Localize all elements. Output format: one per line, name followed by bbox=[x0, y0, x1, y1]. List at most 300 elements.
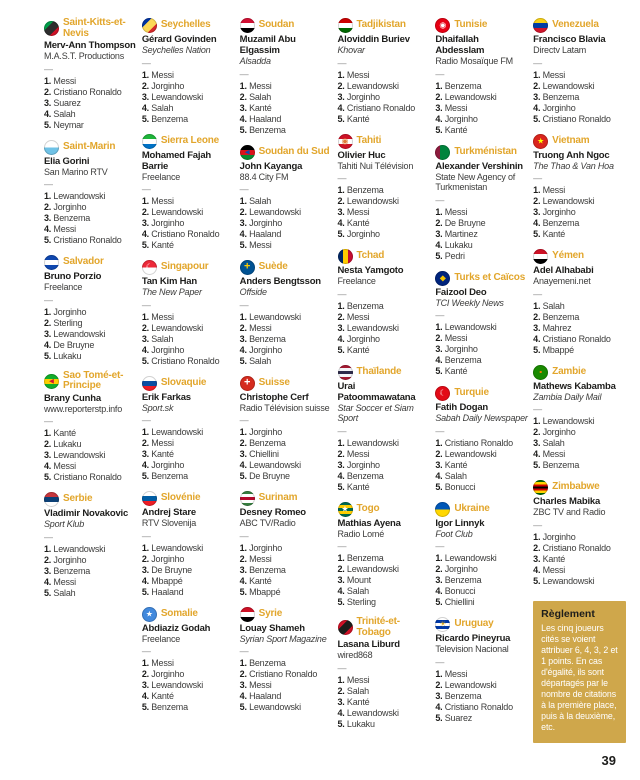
ranking-item bbox=[142, 196, 235, 207]
player-name: Jorginho bbox=[151, 80, 185, 91]
ranking-list bbox=[240, 427, 333, 482]
player-name: Benzema bbox=[444, 575, 482, 585]
rank-number: 2. bbox=[435, 679, 445, 690]
separator-dash: — bbox=[44, 179, 53, 189]
player-name: Benzema bbox=[346, 470, 384, 481]
rank-number: 1. bbox=[533, 300, 543, 311]
ranking-list bbox=[142, 543, 235, 598]
rank-number: 4. bbox=[239, 113, 250, 124]
rank-number: 3. bbox=[239, 218, 250, 228]
country-entry bbox=[435, 502, 528, 609]
country-entry bbox=[533, 249, 626, 356]
rank-number: 2. bbox=[337, 311, 347, 322]
player-name: Cristiano Ronaldo bbox=[249, 669, 318, 679]
rank-number: 2. bbox=[141, 322, 152, 333]
player-name: Benzema bbox=[151, 113, 188, 124]
ranking-item bbox=[142, 565, 235, 576]
ranking-item bbox=[44, 588, 137, 599]
flag-emblem-glyph: ☀ bbox=[439, 619, 447, 629]
rank-number: 2. bbox=[239, 207, 250, 217]
rank-number: 1. bbox=[337, 69, 347, 80]
ranking-list bbox=[142, 196, 235, 251]
ranking-item bbox=[533, 92, 626, 103]
country-header bbox=[435, 386, 528, 401]
separator-dash: — bbox=[44, 531, 53, 542]
country-entry bbox=[533, 480, 626, 587]
rank-number: 4. bbox=[435, 701, 445, 712]
ranking-item bbox=[533, 81, 626, 92]
country-entry bbox=[240, 491, 333, 598]
rank-number: 4. bbox=[141, 344, 152, 355]
ranking-item bbox=[240, 543, 333, 554]
country-name: Venezuela bbox=[552, 19, 599, 31]
separator-dash: — bbox=[44, 294, 53, 305]
ranking-item bbox=[338, 196, 431, 207]
ranking-item bbox=[435, 460, 528, 471]
voter-name: Lasana Liburd bbox=[337, 639, 400, 650]
ranking-item bbox=[338, 92, 431, 103]
ranking-item bbox=[240, 323, 333, 334]
ranking-item bbox=[435, 251, 528, 262]
rank-number: 1. bbox=[141, 69, 152, 80]
player-name: Salah bbox=[249, 355, 272, 366]
ranking-item bbox=[142, 218, 235, 229]
ranking-item bbox=[338, 345, 431, 356]
ranking-item bbox=[533, 185, 626, 196]
rank-number: 1. bbox=[533, 69, 543, 80]
country-entry bbox=[338, 365, 431, 493]
country-entry bbox=[44, 492, 137, 599]
player-name: Salah bbox=[53, 587, 76, 598]
rank-number: 5. bbox=[337, 344, 347, 355]
player-name: Messi bbox=[249, 240, 272, 250]
rank-number: 4. bbox=[44, 224, 54, 234]
ranking-item bbox=[338, 564, 431, 575]
ranking-list bbox=[435, 81, 528, 136]
flag-icon bbox=[338, 365, 353, 380]
ranking-item bbox=[533, 312, 626, 323]
rank-number: 4. bbox=[337, 586, 347, 596]
player-name: Jorginho bbox=[53, 306, 87, 317]
rank-number: 4. bbox=[239, 344, 250, 355]
player-name: Lukaku bbox=[53, 439, 82, 449]
player-name: Mbappé bbox=[249, 586, 281, 597]
rank-number: 3. bbox=[337, 696, 347, 707]
ranking-item bbox=[533, 345, 626, 356]
ranking-item bbox=[142, 81, 235, 92]
rank-number: 5. bbox=[239, 471, 250, 481]
rank-number: 1. bbox=[337, 674, 347, 685]
rank-number: 5. bbox=[435, 597, 445, 607]
voter-name: Muzamil Abu Elgassim bbox=[239, 34, 296, 56]
flag-icon bbox=[44, 492, 59, 507]
ranking-item bbox=[435, 344, 528, 355]
player-name: Benzema bbox=[542, 218, 580, 228]
ranking-item bbox=[338, 597, 431, 608]
voter-name: Bruno Porzio bbox=[44, 271, 102, 282]
ranking-item bbox=[142, 669, 235, 680]
ranking-item bbox=[240, 356, 333, 367]
flag-emblem-glyph: ☾ bbox=[145, 262, 153, 272]
country-entry bbox=[338, 134, 431, 241]
country-header bbox=[240, 260, 333, 275]
rank-number: 5. bbox=[337, 718, 347, 729]
ranking-list bbox=[44, 544, 137, 599]
rank-number: 5. bbox=[141, 113, 152, 124]
player-name: Kanté bbox=[444, 366, 468, 376]
player-name: Salah bbox=[249, 196, 272, 206]
ranking-item bbox=[44, 555, 137, 566]
rank-number: 5. bbox=[337, 481, 347, 492]
country-header bbox=[240, 491, 333, 506]
flag-icon bbox=[533, 134, 548, 149]
ranking-item bbox=[44, 87, 137, 98]
ranking-item bbox=[338, 81, 431, 92]
ranking-item bbox=[338, 586, 431, 597]
flag-icon bbox=[142, 607, 157, 622]
ranking-item bbox=[240, 460, 333, 471]
ranking-list bbox=[435, 553, 528, 608]
ranking-item bbox=[435, 218, 528, 229]
rank-number: 5. bbox=[141, 586, 152, 597]
ranking-list bbox=[142, 312, 235, 367]
media-outlet: Alsadda bbox=[239, 56, 271, 66]
country-name: Sao Tomé-et-Principe bbox=[63, 369, 124, 391]
rank-number: 4. bbox=[337, 707, 347, 718]
player-name: Lewandowski bbox=[151, 207, 204, 217]
flag-emblem-glyph: ★ bbox=[341, 504, 349, 513]
ranking-list bbox=[240, 658, 333, 713]
country-entry bbox=[142, 18, 235, 125]
ranking-item bbox=[44, 461, 137, 472]
player-name: Lewandowski bbox=[444, 679, 497, 690]
separator-dash: — bbox=[533, 57, 543, 68]
ranking-item bbox=[338, 575, 431, 586]
rank-number: 5. bbox=[337, 597, 347, 607]
voter-name: Abdiaziz Godah bbox=[141, 622, 211, 634]
player-name: Lewandowski bbox=[346, 707, 399, 718]
ranking-item bbox=[435, 355, 528, 366]
rank-number: 2. bbox=[337, 196, 347, 206]
flag-icon bbox=[240, 18, 255, 33]
voter-name: Andrej Stare bbox=[141, 507, 196, 518]
player-name: Messi bbox=[249, 553, 272, 564]
flag-icon bbox=[142, 134, 157, 149]
ranking-item bbox=[142, 356, 235, 367]
player-name: Cristiano Ronaldo bbox=[444, 701, 513, 712]
country-header bbox=[142, 134, 235, 149]
separator-dash: — bbox=[141, 184, 151, 194]
player-name: Jorginho bbox=[249, 427, 283, 437]
country-name: Turquie bbox=[454, 387, 489, 399]
ranking-item bbox=[338, 218, 431, 229]
ranking-item bbox=[142, 92, 235, 103]
rank-number: 3. bbox=[435, 228, 445, 239]
rank-number: 1. bbox=[141, 542, 152, 553]
player-name: Jorginho bbox=[542, 427, 576, 437]
country-entry bbox=[435, 271, 528, 378]
rank-number: 4. bbox=[337, 102, 347, 113]
ranking-list bbox=[240, 543, 333, 598]
separator-dash: — bbox=[337, 425, 347, 436]
media-outlet: Seychelles Nation bbox=[141, 45, 211, 55]
rank-number: 1. bbox=[337, 553, 347, 563]
rank-number: 1. bbox=[435, 80, 445, 91]
ranking-item bbox=[435, 564, 528, 575]
separator-dash: — bbox=[337, 57, 347, 68]
ranking-item bbox=[435, 713, 528, 724]
rank-number: 3. bbox=[337, 459, 347, 470]
separator-dash: — bbox=[239, 68, 249, 79]
rank-number: 1. bbox=[533, 531, 543, 542]
country-header bbox=[240, 607, 333, 622]
separator-dash: — bbox=[533, 404, 543, 414]
page-number: 39 bbox=[601, 753, 616, 768]
ranking-item bbox=[44, 472, 137, 483]
country-name: Soudan du Sud bbox=[258, 145, 330, 157]
rank-number: 2. bbox=[337, 685, 347, 696]
country-name: Tchad bbox=[356, 250, 385, 262]
media-outlet: Freelance bbox=[44, 282, 83, 292]
country-header bbox=[44, 18, 137, 39]
player-name: Mahrez bbox=[542, 322, 572, 333]
media-outlet: State New Agency of Turkmenistan bbox=[435, 171, 516, 192]
flag-icon bbox=[240, 376, 255, 391]
flag-icon bbox=[338, 134, 353, 149]
ranking-item bbox=[44, 450, 137, 461]
ranking-item bbox=[240, 92, 333, 103]
player-name: Mbappé bbox=[151, 575, 183, 586]
ranking-item bbox=[533, 460, 626, 471]
player-name: Lewandowski bbox=[542, 80, 595, 91]
player-name: Jorginho bbox=[346, 333, 380, 344]
voter-name: Nesta Yamgoto bbox=[337, 265, 404, 276]
rank-number: 4. bbox=[533, 449, 543, 459]
rank-number: 2. bbox=[239, 669, 250, 679]
column-1 bbox=[44, 18, 137, 743]
rank-number: 4. bbox=[239, 691, 250, 701]
column-3 bbox=[240, 18, 333, 743]
rank-number: 4. bbox=[435, 113, 445, 124]
flag-icon bbox=[435, 617, 450, 632]
ranking-item bbox=[240, 312, 333, 323]
player-name: Kanté bbox=[151, 449, 174, 459]
player-name: De Bruyne bbox=[249, 471, 290, 481]
flag-icon bbox=[142, 260, 157, 275]
flag-emblem-glyph: ☾ bbox=[439, 388, 447, 398]
rank-number: 5. bbox=[533, 344, 543, 355]
ranking-list bbox=[142, 427, 235, 482]
player-name: Jorginho bbox=[444, 113, 478, 124]
ranking-item bbox=[533, 103, 626, 114]
separator-dash: — bbox=[141, 646, 151, 656]
player-name: Sterling bbox=[53, 317, 83, 328]
ranking-item bbox=[435, 103, 528, 114]
player-name: Messi bbox=[346, 207, 370, 217]
voter-name: Brany Cunha bbox=[44, 392, 101, 404]
ranking-item bbox=[338, 697, 431, 708]
rank-number: 5. bbox=[44, 587, 54, 598]
rank-number: 3. bbox=[533, 91, 543, 102]
country-entry bbox=[44, 18, 137, 131]
player-name: Salah bbox=[346, 586, 369, 596]
ranking-item bbox=[533, 427, 626, 438]
rank-number: 3. bbox=[141, 333, 152, 344]
ranking-item bbox=[44, 213, 137, 224]
flag-icon bbox=[435, 271, 450, 286]
separator-dash: — bbox=[435, 425, 445, 436]
player-name: Messi bbox=[346, 674, 370, 685]
player-name: Messi bbox=[444, 668, 468, 679]
ranking-item bbox=[44, 120, 137, 131]
player-name: Kanté bbox=[346, 113, 370, 124]
ranking-item bbox=[338, 70, 431, 81]
rank-number: 4. bbox=[435, 586, 445, 596]
player-name: Jorginho bbox=[249, 542, 283, 553]
ranking-item bbox=[44, 428, 137, 439]
flag-icon bbox=[240, 145, 255, 160]
media-outlet: Radio Télévision suisse bbox=[239, 402, 330, 413]
rank-number: 4. bbox=[44, 108, 54, 119]
player-name: Cristiano Ronaldo bbox=[53, 235, 122, 245]
ranking-item bbox=[435, 702, 528, 713]
media-outlet: RTV Slovenija bbox=[141, 518, 197, 528]
player-name: Benzema bbox=[249, 438, 286, 448]
media-outlet: M.A.S.T. Productions bbox=[44, 51, 125, 61]
player-name: Salah bbox=[444, 470, 467, 481]
country-header bbox=[338, 365, 431, 380]
country-entry bbox=[533, 365, 626, 472]
media-outlet: Tahiti Nui Télévision bbox=[337, 160, 414, 171]
rank-number: 5. bbox=[435, 124, 445, 135]
player-name: Jorginho bbox=[542, 102, 576, 113]
player-name: Benzema bbox=[542, 311, 580, 322]
player-name: Benzema bbox=[444, 355, 482, 365]
player-name: Jorginho bbox=[151, 553, 185, 564]
ranking-item bbox=[142, 345, 235, 356]
player-name: Lukaku bbox=[53, 350, 82, 361]
player-name: Messi bbox=[249, 322, 272, 333]
country-name: Turks et Caïcos bbox=[454, 271, 526, 283]
player-name: Jorginho bbox=[53, 202, 87, 212]
rank-number: 1. bbox=[239, 542, 250, 553]
media-outlet: Sport.sk bbox=[141, 402, 174, 413]
rank-number: 5. bbox=[141, 471, 152, 481]
ranking-item bbox=[435, 92, 528, 103]
player-name: Lewandowski bbox=[151, 427, 204, 437]
media-outlet: Freelance bbox=[141, 633, 181, 644]
player-name: Cristiano Ronaldo bbox=[151, 229, 220, 239]
ranking-list bbox=[338, 675, 431, 730]
rank-number: 2. bbox=[435, 333, 445, 343]
media-outlet: The New Paper bbox=[141, 287, 202, 297]
player-name: Messi bbox=[346, 311, 370, 322]
ranking-item bbox=[338, 207, 431, 218]
rank-number: 4. bbox=[141, 460, 152, 470]
media-outlet: Freelance bbox=[337, 276, 376, 286]
player-name: Benzema bbox=[346, 300, 384, 311]
country-name: Slovaquie bbox=[160, 376, 207, 388]
ranking-list bbox=[338, 70, 431, 125]
country-header bbox=[338, 249, 431, 264]
country-header bbox=[435, 502, 528, 517]
ranking-item bbox=[240, 438, 333, 449]
separator-dash: — bbox=[141, 415, 151, 425]
country-name: Serbie bbox=[63, 493, 93, 505]
flag-emblem-glyph: ◉ bbox=[439, 20, 447, 30]
rank-number: 1. bbox=[435, 553, 445, 563]
rank-number: 4. bbox=[337, 218, 347, 228]
player-name: Lewandowski bbox=[444, 322, 497, 332]
ranking-item bbox=[240, 702, 333, 713]
media-outlet: wired868 bbox=[337, 650, 373, 660]
player-name: Jorginho bbox=[444, 344, 478, 354]
ranking-item bbox=[240, 207, 333, 218]
ranking-item bbox=[44, 191, 137, 202]
rank-number: 1. bbox=[337, 437, 347, 448]
voter-name: Francisco Blavia bbox=[533, 34, 606, 45]
rank-number: 5. bbox=[337, 113, 347, 124]
country-header bbox=[338, 617, 431, 638]
rank-number: 5. bbox=[435, 250, 445, 261]
ranking-item bbox=[338, 686, 431, 697]
rank-number: 4. bbox=[533, 564, 543, 575]
ranking-item bbox=[44, 566, 137, 577]
separator-dash: — bbox=[533, 288, 543, 299]
ranking-item bbox=[142, 658, 235, 669]
rank-number: 5. bbox=[141, 240, 152, 250]
country-header bbox=[533, 480, 626, 495]
country-header bbox=[44, 140, 137, 155]
player-name: Messi bbox=[542, 449, 566, 459]
rank-number: 5. bbox=[44, 350, 54, 361]
country-entry bbox=[240, 145, 333, 252]
rank-number: 3. bbox=[337, 207, 347, 217]
voter-name: Faizool Deo bbox=[435, 286, 487, 298]
player-name: Lewandowski bbox=[53, 328, 106, 339]
player-name: Lewandowski bbox=[249, 702, 301, 712]
rank-number: 3. bbox=[337, 91, 347, 102]
player-name: Jorginho bbox=[151, 344, 185, 355]
country-entry bbox=[142, 376, 235, 483]
player-name: Cristiano Ronaldo bbox=[444, 437, 513, 448]
rank-number: 5. bbox=[533, 113, 543, 124]
country-entry bbox=[142, 607, 235, 714]
player-name: Haaland bbox=[249, 229, 282, 239]
voter-name: Fatih Dogan bbox=[435, 402, 489, 413]
voter-name: Truong Anh Ngoc bbox=[533, 149, 610, 161]
voter-name: Louay Shameh bbox=[239, 622, 305, 634]
ranking-item bbox=[44, 577, 137, 588]
flag-icon bbox=[44, 21, 59, 36]
voter-name: Charles Mabika bbox=[533, 496, 601, 507]
ranking-item bbox=[338, 675, 431, 686]
rank-number: 3. bbox=[44, 328, 54, 339]
player-name: Neymar bbox=[53, 119, 84, 130]
rank-number: 1. bbox=[141, 311, 152, 322]
player-name: Salah bbox=[346, 685, 369, 696]
player-name: Jorginho bbox=[346, 459, 380, 470]
ranking-item bbox=[338, 719, 431, 730]
ranking-item bbox=[435, 575, 528, 586]
country-name: Syrie bbox=[258, 607, 283, 619]
ranking-item bbox=[338, 103, 431, 114]
voter-name: Dhaifallah Abdesslam bbox=[435, 34, 485, 56]
ranking-item bbox=[142, 438, 235, 449]
rank-number: 2. bbox=[239, 553, 250, 564]
ranking-list bbox=[533, 416, 626, 471]
flag-icon bbox=[142, 18, 157, 33]
